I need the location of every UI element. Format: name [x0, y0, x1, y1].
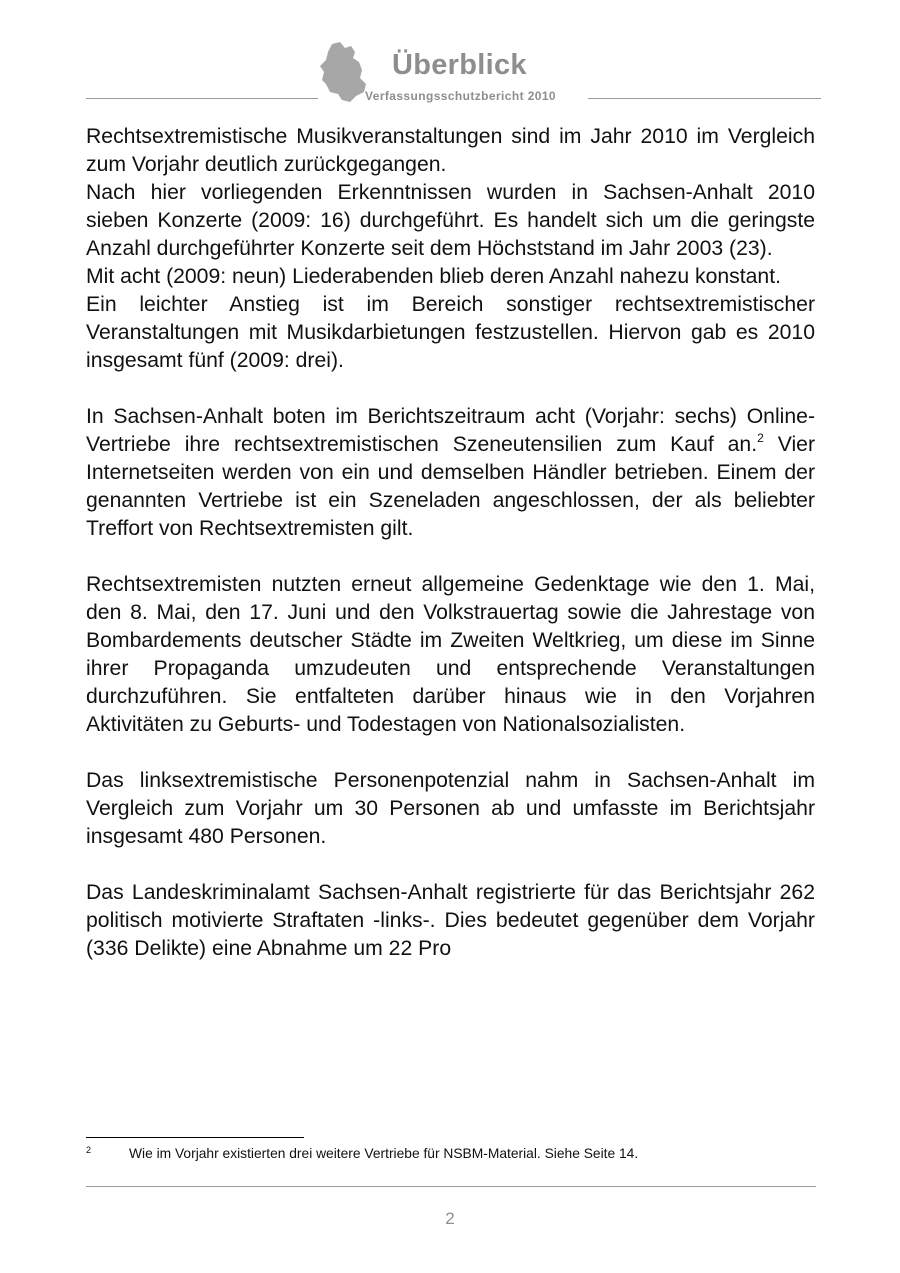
header-rule-right: [588, 98, 821, 99]
page-header: [0, 0, 900, 110]
footnote-text: Wie im Vorjahr existierten drei weitere Vertriebe für NSBM-Material. Siehe Seite 14.: [129, 1146, 639, 1161]
paragraph: Das Landeskriminalamt Sachsen-Anhalt registrierte für das Berichtsjahr 262 politisch motivierte Straftaten -links-. Dies bedeutet gegenüber dem Vorjahr (336 Delikte) eine Abnahme um 22 Pro: [86, 881, 815, 960]
main-text: [86, 123, 815, 963]
footnote-marker: 2: [86, 1145, 92, 1155]
paragraph: Mit acht (2009: neun) Liederabenden blieb deren Anzahl nahezu konstant.: [86, 265, 781, 288]
paragraph-text: Vier Internetseiten werden von ein und demselben Händler betrieben. Einem der genannten Vertriebe ist ein Szeneladen angeschlossen, der als beliebter Treffort von Rechtsextremisten gilt.: [86, 433, 815, 540]
paragraph: Nach hier vorliegenden Erkenntnissen wurden in Sachsen-Anhalt 2010 sieben Konzerte (2009: 16) durchgeführt. Es handelt sich um die geringste Anzahl durchgeführter Konzerte seit dem Höchststand im Jahr 2003 (23).: [86, 181, 815, 260]
paragraph: Rechtsextremistische Musikveranstaltungen sind im Jahr 2010 im Vergleich zum Vorjahr deutlich zurückgegangen.: [86, 125, 815, 176]
paragraph: Rechtsextremisten nutzten erneut allgemeine Gedenktage wie den 1. Mai, den 8. Mai, den 17. Juni und den Volkstrauertag sowie die Jahrestage von Bombardements deutscher Städte im Zweiten Weltkrieg, um diese im Sinne ihrer Propaganda umzudeuten und entsprechende Veranstaltungen durchzuführen. Sie entfalteten darüber hinaus wie in den Vorjahren Aktivitäten zu Geburts- und Todestagen von Nationalsozialisten.: [86, 573, 815, 736]
paragraph-text: In Sachsen-Anhalt boten im Berichtszeitraum acht (Vorjahr: sechs) Online-Vertriebe ihre rechtsextremistischen Szeneutensilien zum Kauf an.: [86, 405, 815, 456]
saxony-anhalt-map-icon: [318, 40, 370, 104]
header-rule-left: [86, 98, 318, 99]
footnote-reference[interactable]: 2: [757, 431, 764, 445]
footnote-rule: [86, 1137, 304, 1138]
header-subtitle: Verfassungsschutzbericht 2010: [365, 89, 557, 103]
paragraph: Ein leichter Anstieg ist im Bereich sonstiger rechtsextremistischer Veranstaltungen mit Musikdarbietungen festzustellen. Hiervon gab es 2010 insgesamt fünf (2009: drei).: [86, 293, 815, 372]
paragraph: [86, 403, 815, 543]
page-number: 2: [445, 1209, 455, 1228]
footer-rule: [86, 1186, 816, 1187]
paragraph: Das linksextremistische Personenpotenzial nahm in Sachsen-Anhalt im Vergleich zum Vorjahr um 30 Personen ab und umfasste im Berichtsjahr insgesamt 480 Personen.: [86, 769, 815, 848]
header-title: Überblick: [392, 49, 527, 81]
